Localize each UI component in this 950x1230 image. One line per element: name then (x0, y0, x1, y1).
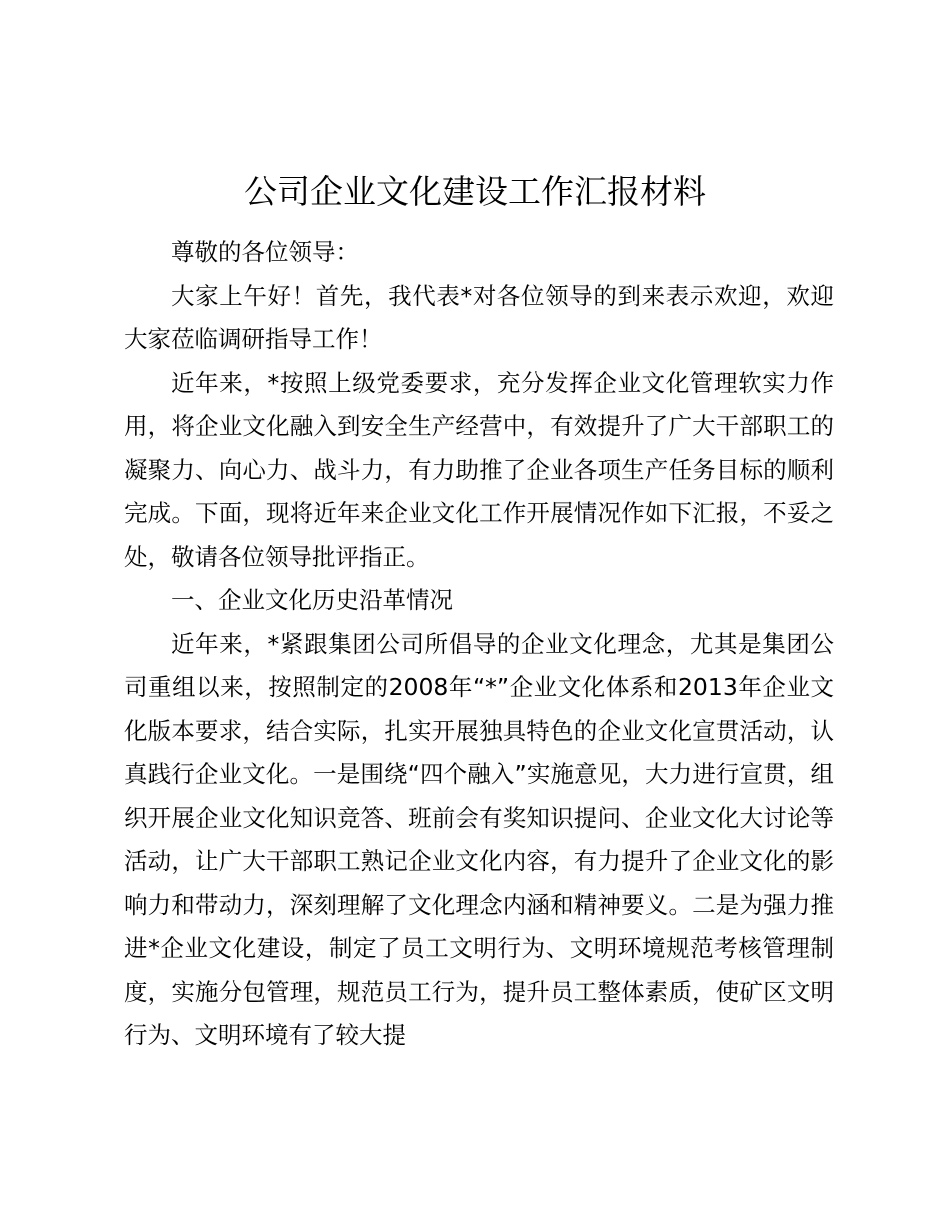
document-title: 公司企业文化建设工作汇报材料 (244, 172, 706, 211)
paragraph-intro: 近年来，*按照上级党委要求，充分发挥企业文化管理软实力作用，将企业文化融入到安全生产经营中，有效提升了广大干部职工的凝聚力、向心力、战斗力，有力助推了企业各项生产任务目标的顺利完成。下面，现将近年来企业文化工作开展情况作如下汇报，不妥之处，敬请各位领导批评指正。 (124, 368, 834, 571)
section-heading-1: 一、企业文化历史沿革情况 (171, 586, 453, 614)
salutation: 尊敬的各位领导： (171, 238, 359, 266)
paragraph-history: 近年来，*紧跟集团公司所倡导的企业文化理念，尤其是集团公司重组以来，按照制定的2008年“*”企业文化体系和2013年企业文化版本要求，结合实际，扎实开展独具特色的企业文化宣贯活动，认真践行企业文化。一是围绕“四个融入”实施意见，大力进行宣贯，组织开展企业文化知识竞答、班前会有奖知识提问、企业文化大讨论等活动，让广大干部职工熟记企业文化内容，有力提升了企业文化的影响力和带动力，深刻理解了文化理念内涵和精神要义。二是为强力推进*企业文化建设，制定了员工文明行为、文明环境规范考核管理制度，实施分包管理，规范员工行为，提升员工整体素质，使矿区文明行为、文明环境有了较大提 (124, 629, 834, 1049)
document-body (124, 231, 834, 1058)
paragraph-greeting: 大家上午好！首先，我代表*对各位领导的到来表示欢迎，欢迎大家莅临调研指导工作！ (124, 281, 834, 353)
